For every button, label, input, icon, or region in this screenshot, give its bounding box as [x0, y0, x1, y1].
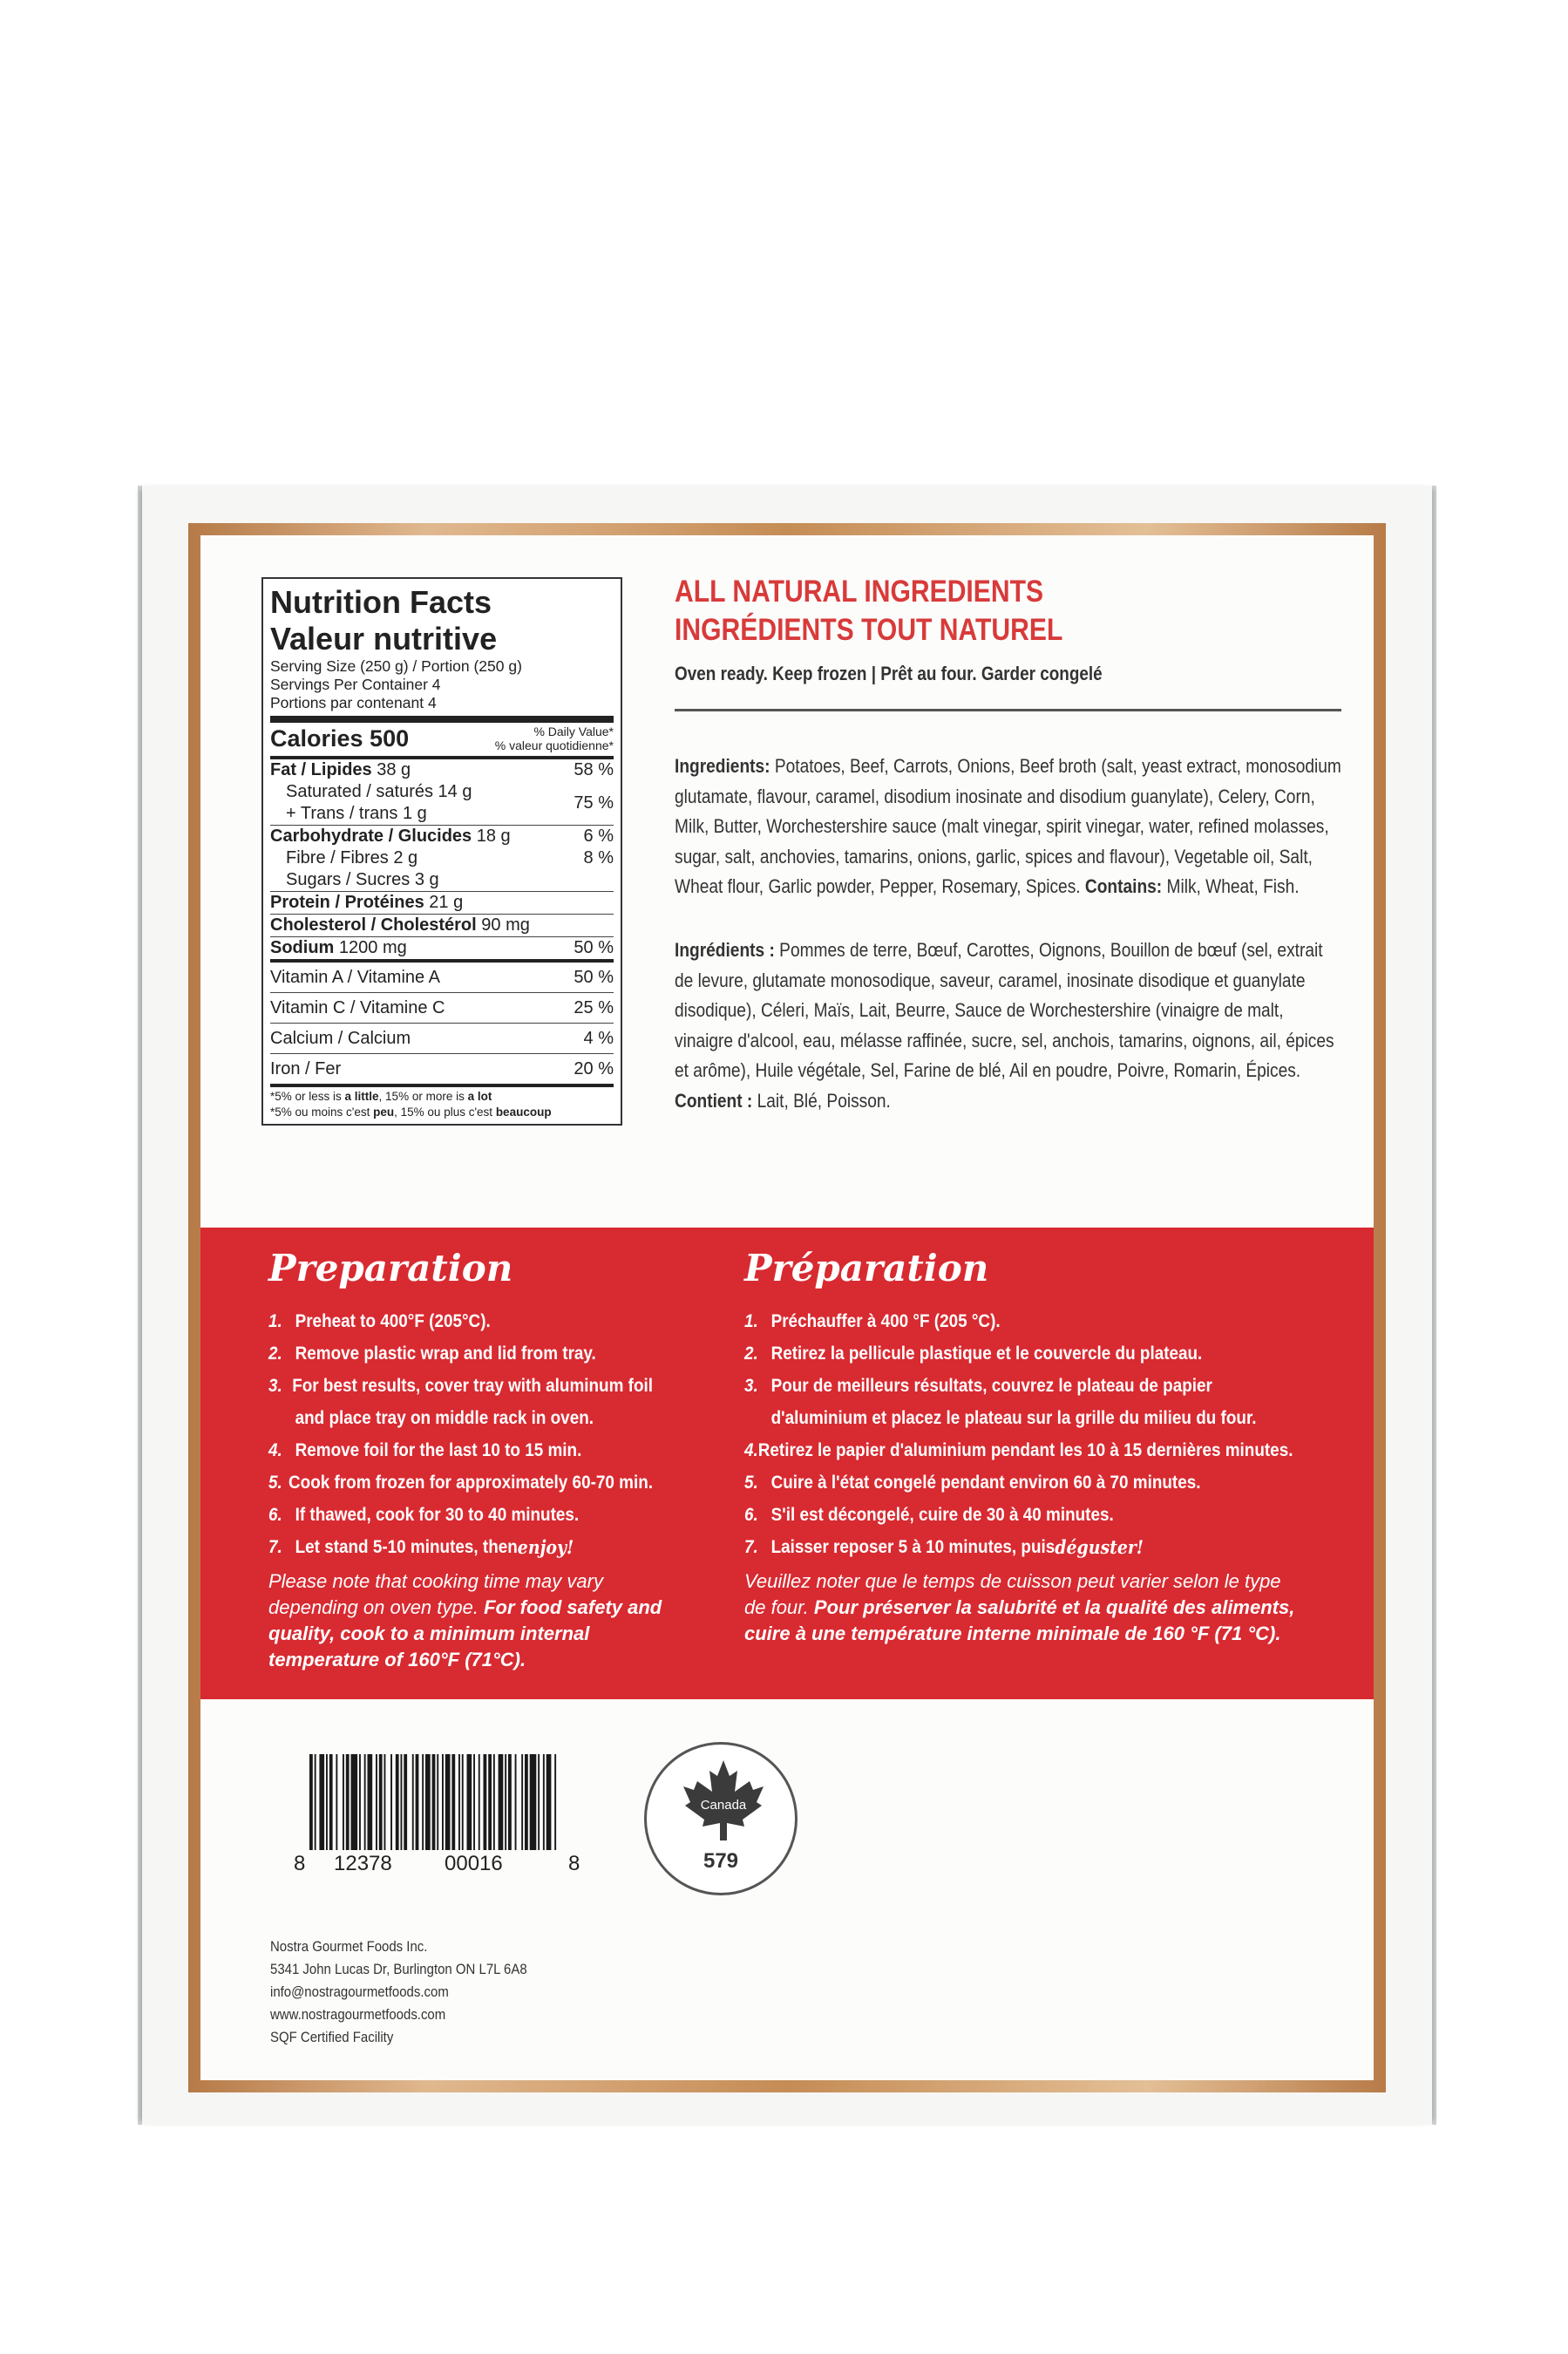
calories-label: Calories 500 [270, 725, 410, 752]
storage-subtitle: Oven ready. Keep frozen | Prêt au four. Garder congelé [675, 663, 1103, 684]
barcode-bar [309, 1754, 313, 1850]
barcode-bar [343, 1754, 344, 1850]
barcode-digit-group-1: 12378 [334, 1852, 392, 1875]
preparation-step [744, 1402, 1278, 1434]
nutrition-title-en: Nutrition Facts [270, 584, 492, 620]
barcode-bar [336, 1754, 337, 1850]
foot-text: *5% or less is [270, 1090, 345, 1103]
step-text: Cuire à l'état congelé pendant environ 60 à 70 minutes. [770, 1473, 1201, 1493]
barcode-bar [384, 1754, 386, 1850]
barcode-digit-2: 8 [568, 1852, 580, 1875]
fibre-dv: 8 % [583, 848, 614, 867]
dv-header [495, 725, 614, 752]
fat-row [270, 759, 614, 781]
barcode-bar [368, 1754, 373, 1850]
preparation-step [268, 1402, 653, 1434]
divider [270, 716, 614, 723]
vitc-dv: 25 % [574, 998, 614, 1017]
vita-label: Vitamin A / Vitamine A [270, 968, 440, 987]
note-text: Veuillez noter que le temps de cuisson peut varier selon le type de four. [744, 1570, 1281, 1618]
fat-amount: 38 g [377, 760, 411, 779]
fibre-row [270, 847, 614, 869]
step-text: Laisser reposer 5 à 10 minutes, puis [770, 1537, 1056, 1557]
foot-text: , 15% ou plus c'est [394, 1106, 496, 1119]
preparation-step [744, 1370, 1278, 1402]
barcode-bar [326, 1754, 328, 1850]
preparation-step [268, 1337, 653, 1370]
foot-bold: peu [373, 1106, 395, 1119]
badge-number: 579 [703, 1849, 739, 1873]
preparation-step [268, 1305, 653, 1337]
preparation-note-fr [744, 1568, 1302, 1647]
calcium-label: Calcium / Calcium [270, 1029, 411, 1048]
sat-label: Saturated / saturés 14 g [286, 782, 472, 801]
step-text: Pour de meilleurs résultats, couvrez le plateau de papier [770, 1376, 1212, 1396]
step-text: Remove foil for the last 10 to 15 min. [295, 1440, 582, 1460]
preparation-steps-fr [744, 1305, 1337, 1563]
preparation-step [744, 1305, 1278, 1337]
nutrition-title-fr: Valeur nutritive [270, 621, 498, 657]
step-text: If thawed, cook for 30 to 40 minutes. [295, 1505, 580, 1525]
barcode-bar [346, 1754, 350, 1850]
barcode-bar [445, 1754, 451, 1850]
preparation-step [744, 1337, 1278, 1370]
vitamin-a-row [270, 959, 614, 992]
step-number: 3. [744, 1376, 758, 1396]
contains-en-label: Contains: [1084, 875, 1163, 897]
step-text: For best results, cover tray with aluminum foil [292, 1376, 653, 1396]
step-emphasis: déguster! [1055, 1536, 1144, 1558]
ingredients-en [675, 752, 1342, 902]
dv-header-fr: % valeur quotidienne* [494, 738, 614, 752]
sugars-row [270, 869, 614, 891]
carb-label: Carbohydrate / Glucides [270, 827, 472, 846]
barcode-bar [416, 1754, 419, 1850]
iron-label: Iron / Fer [270, 1059, 342, 1078]
step-number: 1. [744, 1311, 758, 1331]
foot-bold: beaucoup [495, 1106, 552, 1119]
ingredients-heading-fr: INGRÉDIENTS TOUT NATUREL [675, 613, 1063, 647]
chol-label: Cholesterol / Cholestérol [270, 915, 477, 935]
barcode-bar [488, 1754, 492, 1850]
barcode-bar [379, 1754, 383, 1850]
step-number: 7. [744, 1537, 758, 1557]
barcode-bar [521, 1754, 523, 1850]
preparation-step [744, 1499, 1278, 1531]
calories-row [270, 725, 614, 759]
barcode-bar [499, 1754, 504, 1850]
barcode-bar [437, 1754, 438, 1850]
iron-dv: 20 % [574, 1059, 614, 1078]
preparation-step [744, 1434, 1293, 1466]
preparation-step [744, 1531, 1278, 1563]
footnote-en [270, 1089, 614, 1105]
barcode-bar [442, 1754, 444, 1850]
ingredients-fr-text: Pommes de terre, Bœuf, Carottes, Oignons, Bouillon de bœuf (sel, extrait de levure, glutamate monosodique, saveur, caramel, inosinate disodique et guanylate disodique), Céleri, Maïs, Lait, Beurre, Sauce de Worchestershire (vinaigre de malt, vinaigre d'alcool, eau, mélasse raffinée, sucre, sel, anchois, tamarins, oignons, ail, épices et arôme), Huile végétale, Sel, Farine de blé, Ail en poudre, Poivre, Romarin, Épices. [675, 939, 1334, 1081]
fibre-label: Fibre / Fibres 2 g [286, 848, 418, 867]
ingredients-fr [675, 935, 1342, 1116]
preparation-step [744, 1466, 1278, 1499]
barcode-bar [462, 1754, 464, 1850]
preparation-step [268, 1434, 653, 1466]
step-number [744, 1402, 771, 1434]
barcode-bar [432, 1754, 436, 1850]
barcode-bar [451, 1754, 455, 1850]
cholesterol-row [270, 914, 614, 936]
barcode-bar [467, 1754, 472, 1850]
protein-row [270, 891, 614, 914]
barcode-bar [505, 1754, 506, 1850]
ingredients-fr-label: Ingrédients : [675, 939, 775, 961]
barcode-bar [473, 1754, 475, 1850]
barcode-bar [422, 1754, 424, 1850]
step-text: Preheat to 400°F (205°C). [295, 1311, 491, 1331]
foot-text: *5% ou moins c'est [270, 1106, 374, 1119]
step-text: and place tray on middle rack in oven. [295, 1408, 594, 1428]
step-number: 5. [744, 1473, 758, 1493]
company-certification: SQF Certified Facility [270, 2029, 394, 2045]
fat-label: Fat / Lipides [270, 760, 372, 779]
preparation-title-fr: Préparation [744, 1247, 989, 1289]
barcode-bar [479, 1754, 480, 1850]
company-address: 5341 John Lucas Dr, Burlington ON L7L 6A8 [270, 1961, 527, 1977]
barcode-bar [458, 1754, 460, 1850]
vita-dv: 50 % [574, 968, 614, 987]
company-email: info@nostragourmetfoods.com [270, 1983, 449, 2000]
barcode-bar [364, 1754, 366, 1850]
barcode-bar [546, 1754, 552, 1850]
preparation-step [268, 1466, 653, 1499]
barcode-bar [493, 1754, 495, 1850]
barcode-bar [543, 1754, 545, 1850]
barcode-bar [329, 1754, 333, 1850]
footnote-fr [270, 1105, 614, 1120]
nutrition-facts-table [261, 577, 622, 1126]
ingredients-heading-en: ALL NATURAL INGREDIENTS [675, 575, 1044, 609]
barcode-bar [351, 1754, 358, 1850]
ingredients-en-text: Potatoes, Beef, Carrots, Onions, Beef broth (salt, yeast extract, monosodium glutamate, flavour, caramel, disodium inosinate and disodium guanylate), Celery, Corn, Milk, Butter, Worchestershire sauce (malt vinegar, spirit vinegar, water, refined molasses, sugar, salt, anchovies, tamarins, onions, garlic, spices and flavour), Vegetable oil, Salt, Wheat flour, Garlic powder, Pepper, Rosemary, Spices. [675, 755, 1341, 897]
step-number [268, 1402, 295, 1434]
company-name: Nostra Gourmet Foods Inc. [270, 1938, 428, 1955]
step-text: Préchauffer à 400 °F (205 °C). [770, 1311, 1001, 1331]
calcium-dv: 4 % [583, 1029, 614, 1048]
preparation-title-en: Preparation [268, 1247, 513, 1289]
sodium-row [270, 936, 614, 959]
calcium-row [270, 1023, 614, 1053]
barcode-bar [404, 1754, 407, 1850]
preparation-fr [744, 1247, 1337, 1647]
foot-bold: a lot [467, 1090, 492, 1103]
vitamin-c-row [270, 992, 614, 1023]
barcode-bar [319, 1754, 324, 1850]
barcode-bar [538, 1754, 540, 1850]
barcode-bar [390, 1754, 392, 1850]
step-number: 4. [744, 1440, 758, 1460]
foot-text: , 15% or more is [378, 1090, 468, 1103]
note-bold: Pour préserver la salubrité et la qualité des aliments, cuire à une température interne minimale de 160 °F (71 °C). [744, 1596, 1295, 1644]
maple-leaf-icon [680, 1757, 767, 1844]
step-number: 2. [268, 1344, 282, 1364]
barcode-digit-1: 8 [294, 1852, 306, 1875]
badge-label: Canada [700, 1798, 747, 1813]
protein-amount: 21 g [429, 893, 464, 912]
barcode-bar [530, 1754, 537, 1850]
vitc-label: Vitamin C / Vitamine C [270, 998, 445, 1017]
step-text: Retirez la pellicule plastique et le couvercle du plateau. [770, 1344, 1203, 1364]
barcode-bar [525, 1754, 528, 1850]
contains-fr-text: Lait, Blé, Poisson. [752, 1089, 891, 1112]
carb-dv: 6 % [583, 827, 614, 846]
step-text: Cook from frozen for approximately 60-70 min. [288, 1473, 653, 1493]
step-text: Remove plastic wrap and lid from tray. [295, 1344, 596, 1364]
preparation-note-en [268, 1568, 696, 1673]
step-text: d'aluminium et placez le plateau sur la grille du milieu du four. [770, 1408, 1257, 1428]
preparation-step [268, 1499, 653, 1531]
barcode-bar [401, 1754, 403, 1850]
step-number: 1. [268, 1311, 282, 1331]
sugars-label: Sugars / Sucres 3 g [286, 870, 439, 889]
preparation-steps-en [268, 1305, 696, 1563]
iron-row [270, 1053, 614, 1084]
preparation-step [268, 1370, 653, 1402]
barcode-bar [515, 1754, 517, 1850]
step-number: 4. [268, 1440, 282, 1460]
sodium-label: Sodium [270, 938, 335, 957]
step-number: 6. [744, 1505, 758, 1525]
step-number: 5. [268, 1473, 282, 1493]
serving-size: Serving Size (250 g) / Portion (250 g) [270, 657, 522, 675]
step-text: S'il est décongelé, cuire de 30 à 40 minutes. [770, 1505, 1114, 1525]
barcode-bar [376, 1754, 377, 1850]
note-text: Please note that cooking time may vary depending on oven type. [268, 1570, 603, 1618]
step-text: Let stand 5-10 minutes, then [295, 1537, 518, 1557]
barcode-bar [396, 1754, 399, 1850]
heading-divider [675, 709, 1341, 711]
step-emphasis: enjoy! [517, 1536, 574, 1558]
barcode-bar [359, 1754, 361, 1850]
company-website: www.nostragourmetfoods.com [270, 2006, 446, 2023]
preparation-en [268, 1247, 696, 1673]
fat-dv: 58 % [574, 760, 614, 779]
contains-fr-label: Contient : [675, 1089, 753, 1112]
ingredients-heading [675, 573, 1062, 650]
step-number: 7. [268, 1537, 282, 1557]
sodium-dv: 50 % [574, 938, 614, 957]
barcode-digit-group-2: 00016 [445, 1852, 503, 1875]
carb-row [270, 825, 614, 847]
step-number: 3. [268, 1376, 282, 1396]
foot-bold: a little [344, 1090, 379, 1103]
contains-en-text: Milk, Wheat, Fish. [1162, 875, 1300, 897]
protein-label: Protein / Protéines [270, 893, 424, 912]
ingredients-en-label: Ingredients: [675, 755, 770, 777]
barcode-bar [315, 1754, 316, 1850]
nutrition-footnote [270, 1084, 614, 1120]
dv-header-en: % Daily Value* [533, 725, 614, 738]
note-bold: For food safety and quality, cook to a minimum internal temperature of 160°F (71°C). [268, 1596, 662, 1670]
sat-trans-dv: 75 % [574, 793, 614, 813]
barcode-bar [412, 1754, 414, 1850]
servings-fr: Portions par contenant 4 [270, 694, 437, 711]
carb-amount: 18 g [476, 827, 511, 846]
barcode [309, 1754, 558, 1850]
preparation-step [268, 1531, 653, 1563]
barcode-bar [554, 1754, 556, 1850]
step-number: 2. [744, 1344, 758, 1364]
barcode-bar [508, 1754, 512, 1850]
step-number: 6. [268, 1505, 282, 1525]
trans-label: + Trans / trans 1 g [286, 804, 427, 823]
barcode-bar [484, 1754, 487, 1850]
step-text: Retirez le papier d'aluminium pendant les 10 à 15 dernières minutes. [757, 1440, 1293, 1460]
canada-badge [644, 1742, 798, 1895]
chol-amount: 90 mg [481, 915, 530, 935]
company-info [270, 1936, 527, 2049]
sat-trans-row [270, 781, 614, 825]
sodium-amount: 1200 mg [338, 938, 407, 957]
barcode-bar [425, 1754, 431, 1850]
servings-en: Servings Per Container 4 [270, 676, 441, 693]
